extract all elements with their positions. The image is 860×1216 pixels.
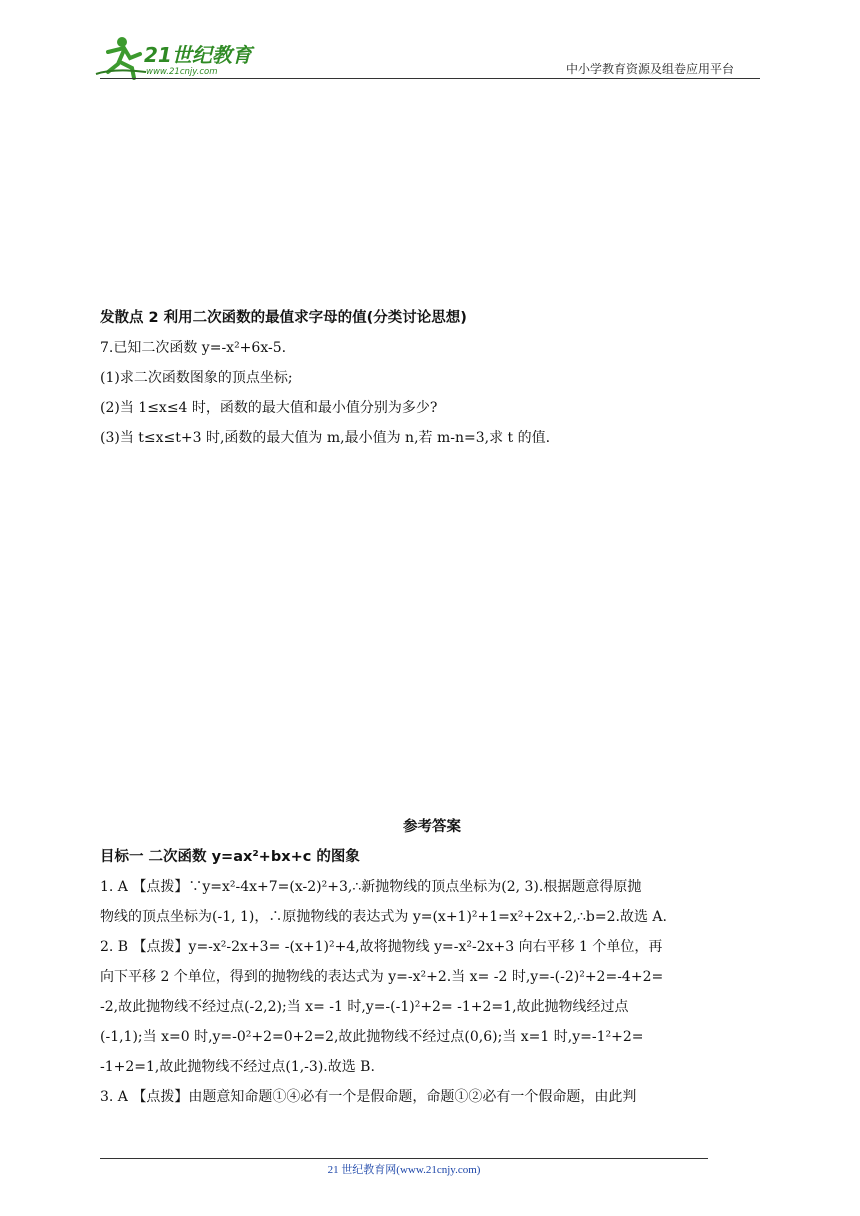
question-line: (2)当 1≤x≤4 时，函数的最大值和最小值分别为多少?: [100, 400, 438, 416]
footer-link[interactable]: 21 世纪教育网(www.21cnjy.com): [327, 1164, 481, 1176]
question-line: (3)当 t≤x≤t+3 时,函数的最大值为 m,最小值为 n,若 m-n=3,求 t 的值.: [100, 430, 551, 446]
footer-divider: [100, 1158, 708, 1159]
question-line: 7.已知二次函数 y=-x²+6x-5.: [100, 340, 287, 356]
site-logo: [94, 34, 264, 80]
header-divider: [100, 78, 760, 79]
question-section: [100, 303, 764, 453]
answer-line: (-1,1);当 x=0 时,y=-0²+2=0+2=2,故此抛物线不经过点(0,6);当 x=1 时,y=-1²+2=: [100, 1029, 644, 1045]
section-title: 发散点 2 利用二次函数的最值求字母的值(分类讨论思想): [100, 310, 467, 326]
answers-section: [100, 812, 764, 1112]
question-line: (1)求二次函数图象的顶点坐标;: [100, 370, 293, 386]
answer-line: -2,故此抛物线不经过点(-2,2);当 x= -1 时,y=-(-1)²+2= -1+2=1,故此抛物线经过点: [100, 999, 629, 1015]
logo-url: www.21cnjy.com: [146, 67, 218, 77]
answers-heading: 参考答案: [403, 819, 461, 835]
answer-line: 物线的顶点坐标为(-1, 1)，∴原抛物线的表达式为 y=(x+1)²+1=x²+2x+2,∴b=2.故选 A.: [100, 909, 667, 925]
answer-line: 2. B 【点拨】y=-x²-2x+3= -(x+1)²+4,故将抛物线 y=-x²-2x+3 向右平移 1 个单位，再: [100, 939, 663, 955]
answer-line: -1+2=1,故此抛物线不经过点(1,-3).故选 B.: [100, 1059, 375, 1075]
runner-icon: [96, 37, 146, 78]
logo-text: 21世纪教育: [144, 43, 252, 67]
header-platform-text: 中小学教育资源及组卷应用平台: [566, 62, 735, 76]
answers-subheading: 目标一 二次函数 y=ax²+bx+c 的图象: [100, 849, 360, 865]
footer: [0, 1161, 808, 1177]
answer-line: 3. A 【点拨】由题意知命题①④必有一个是假命题，命题①②必有一个假命题，由此判: [100, 1089, 637, 1105]
answer-line: 向下平移 2 个单位，得到的抛物线的表达式为 y=-x²+2.当 x= -2 时,y=-(-2)²+2=-4+2=: [100, 969, 664, 985]
answer-line: 1. A 【点拨】∵y=x²-4x+7=(x-2)²+3,∴新抛物线的顶点坐标为(2, 3).根据题意得原抛: [100, 879, 642, 895]
